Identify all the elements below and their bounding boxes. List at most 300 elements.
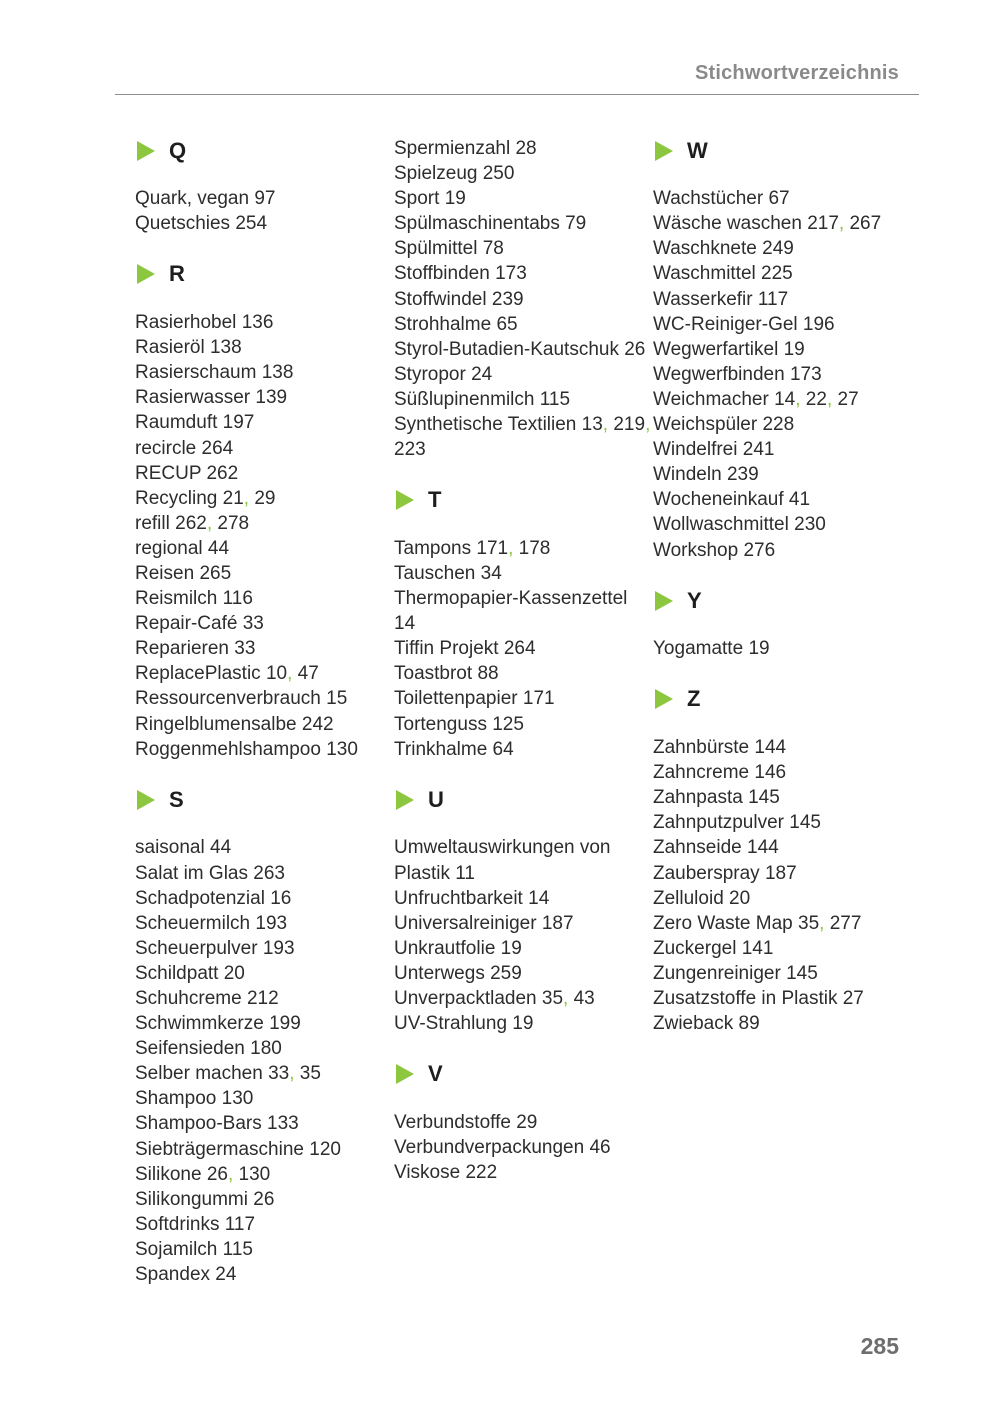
index-term: Silikone [135,1163,202,1185]
section-letter: Q [169,137,187,163]
page-reference: 187 [541,912,574,934]
page-reference: 35 [299,1063,321,1085]
index-term: Zusatzstoffe in Plastik [653,988,838,1009]
section-heading-q [135,138,390,163]
index-term: recircle [135,437,197,459]
index-term: Umweltauswirkungen von Plastik [394,837,611,884]
index-entry [394,911,652,936]
index-term: Quetschies [135,213,231,235]
index-entry [394,211,652,236]
index-entry [135,186,390,211]
section-letter: V [428,1061,443,1087]
page-reference: 242 [301,713,334,735]
page-reference: 13 [581,414,603,436]
page-reference: 141 [741,937,774,959]
index-term: Strohhalme [394,313,492,335]
page-separator: , [819,912,825,934]
page-reference: 26 [206,1163,228,1185]
index-term: Repair-Café [135,613,238,635]
index-entry [135,1011,390,1036]
index-term: Wäsche waschen [653,213,802,235]
index-entry [653,961,908,986]
page-reference: 138 [209,337,242,359]
index-entry [135,911,390,936]
page-reference: 187 [764,862,797,884]
page-reference: 197 [222,412,255,434]
index-entry [135,310,390,335]
index-term: Tauschen [394,563,476,584]
section-heading-r [135,262,390,287]
index-entry [394,287,652,312]
index-term: Zahnseide [653,837,742,859]
page-reference: 130 [221,1088,254,1110]
index-entry [135,436,390,461]
index-term: Unkrautfolie [394,937,496,959]
page-separator: , [795,388,801,410]
index-term: Zauberspray [653,862,760,884]
page-reference: 276 [743,539,776,561]
index-term: Spandex [135,1264,211,1286]
index-term: Styropor [394,363,466,385]
section-letter: T [428,487,442,513]
index-term: Zungenreiniger [653,962,781,984]
index-entry [653,735,908,760]
index-term: Rasieröl [135,337,205,359]
page-reference: 28 [515,138,537,159]
index-term: Weichspüler [653,414,758,436]
index-entry [135,1086,390,1111]
index-term: Tampons [394,537,472,559]
index-term: Unterwegs [394,962,485,984]
index-term: Toilettenpapier [394,688,518,710]
index-entry [135,360,390,385]
page-reference: 120 [309,1138,341,1160]
index-entry [653,760,908,785]
index-term: Raumduft [135,412,218,434]
page-reference: 249 [762,238,794,260]
index-entry [394,737,652,762]
page-reference: 115 [222,1238,253,1260]
index-term: Shampoo [135,1088,217,1110]
triangle-right-icon [396,790,414,810]
index-entry [135,712,390,737]
index-term: Ringelblumensalbe [135,713,297,735]
page-reference: 250 [482,163,515,185]
index-entry [653,236,908,261]
index-entry [135,835,390,860]
page-reference: 263 [253,862,285,884]
page-reference: 10 [265,663,288,685]
page-reference: 15 [326,688,348,710]
section-letter: Y [687,587,702,613]
index-entry [394,387,652,412]
page-reference: 29 [516,1111,538,1133]
page-reference: 79 [565,213,587,235]
page-reference: 267 [849,213,882,235]
page-reference: 125 [492,713,524,735]
index-entry [135,936,390,961]
page-reference: 44 [207,537,230,559]
index-term: Schuhcreme [135,988,242,1009]
page-reference: 173 [495,263,527,285]
index-term: Stoffbinden [394,263,490,285]
index-entry [135,211,390,236]
index-term: Scheuermilch [135,912,251,934]
index-entry [135,561,390,586]
index-term: Verbundstoffe [394,1111,511,1133]
index-term: Waschknete [653,238,757,260]
index-entry [653,911,908,936]
index-entry [135,1162,390,1187]
page-reference: 97 [254,188,276,210]
page-reference: 19 [783,338,805,360]
index-term: Schadpotenzial [135,887,265,909]
page-reference: 241 [742,439,775,461]
page-reference: 262 [206,462,239,484]
index-entry [394,1011,652,1036]
section-heading-w [653,138,908,163]
page-reference: 139 [255,387,288,409]
index-entry [135,1262,390,1287]
page-reference: 180 [250,1038,282,1060]
index-entry [394,536,652,561]
index-term: Sport [394,188,440,210]
index-term: Waschmittel [653,263,756,285]
index-term: Rasierhobel [135,312,237,334]
page-reference: 145 [789,812,821,834]
page-separator: , [602,414,609,436]
index-entry [394,636,652,661]
index-entry [394,362,652,387]
index-entry [653,636,908,661]
index-entry [653,1011,908,1036]
page-reference: 24 [471,363,493,385]
index-entry [394,961,652,986]
index-term: Synthetische Textilien [394,414,577,436]
page-reference: 20 [223,962,245,984]
page-separator: , [838,213,845,235]
index-term: Süßlupinenmilch [394,388,535,410]
index-term: refill [135,512,170,534]
triangle-right-icon [396,490,414,510]
index-entry [394,136,652,161]
running-title: Stichwortverzeichnis [694,62,899,84]
page-reference: 47 [297,663,319,685]
index-entry [653,337,908,362]
index-entry [394,186,652,211]
index-term: Rasierschaum [135,362,257,384]
page-separator: , [563,988,569,1009]
index-term: Wollwaschmittel [653,514,789,536]
index-entry [394,1110,652,1135]
page-reference: 212 [246,988,279,1009]
page-reference: 136 [241,312,274,334]
index-term: Stoffwindel [394,288,487,310]
index-term: saisonal [135,837,205,859]
page-reference: 21 [222,487,244,509]
page-reference: 193 [262,937,295,959]
index-term: Unfruchtbarkeit [394,887,523,909]
index-entry [653,312,908,337]
page-separator: , [243,487,250,509]
triangle-right-icon [655,591,673,611]
index-entry [653,487,908,512]
page-reference: 196 [802,313,835,335]
page-reference: 277 [829,912,862,934]
page-separator: , [508,537,514,559]
index-entry [135,611,390,636]
index-entry [135,1187,390,1212]
index-entry [394,936,652,961]
index-entry [135,1137,390,1162]
index-term: Unverpacktladen [394,988,537,1009]
page-reference: 29 [254,487,276,509]
index-entry [135,511,390,536]
page-reference: 278 [217,512,250,534]
index-entry [135,335,390,360]
page-reference: 133 [267,1113,299,1135]
index-entry [653,861,908,886]
index-entry [135,661,390,686]
index-term: Roggenmehlshampoo [135,738,321,760]
index-entry [135,385,390,410]
page-reference: 115 [539,388,571,410]
index-entry [135,886,390,911]
index-entry [135,737,390,762]
page-reference: 19 [500,937,522,959]
index-term: Workshop [653,539,739,561]
index-term: Schildpatt [135,962,219,984]
page-reference: 146 [754,762,787,784]
section-heading-y [653,588,908,613]
section-heading-u [394,787,652,812]
index-entry [653,186,908,211]
index-column-2 [394,136,652,1185]
index-term: Styrol-Butadien-Kautschuk [394,338,619,360]
index-term: Zuckergel [653,937,737,959]
page-reference: 11 [455,862,475,884]
page-reference: 35 [541,988,564,1009]
index-entry [394,412,652,462]
index-term: Toastbrot [394,663,473,685]
page-reference: 35 [798,912,820,934]
page-reference: 130 [238,1163,271,1185]
index-term: Zahnputzpulver [653,812,784,834]
index-column-3 [653,136,908,1036]
index-term: Verbundverpackungen [394,1136,585,1158]
page-reference: 14 [394,613,416,635]
index-term: Spülmaschinentabs [394,213,560,235]
index-entry [394,337,652,362]
index-term: Weichmacher [653,388,769,410]
index-term: Zahnpasta [653,787,743,809]
index-term: Silikongummi [135,1188,248,1210]
index-entry [394,586,652,636]
page-reference: 46 [589,1136,611,1158]
page-reference: 223 [394,439,426,461]
page-reference: 67 [768,188,790,210]
index-term: Zahnbürste [653,737,750,759]
triangle-right-icon [655,141,673,161]
index-term: Zwieback [653,1013,734,1035]
page-reference: 14 [774,388,796,410]
index-term: Wegwerfbinden [653,363,785,385]
page-reference: 43 [573,988,595,1009]
page-reference: 88 [477,663,499,685]
index-entry [135,1237,390,1262]
page-reference: 171 [522,688,555,710]
page-reference: 64 [492,738,514,760]
index-entry [394,661,652,686]
index-term: Wasserkefir [653,288,753,310]
page-reference: 145 [786,962,818,984]
triangle-right-icon [137,264,155,284]
page-reference: 130 [326,738,358,760]
index-entry [653,261,908,286]
index-entry [394,1135,652,1160]
index-entry [394,236,652,261]
page-reference: 33 [268,1063,290,1085]
index-term: Salat im Glas [135,862,248,884]
index-term: Schwimmkerze [135,1013,264,1035]
index-term: Reparieren [135,638,229,660]
page-separator: , [289,1063,295,1085]
index-entry [653,387,908,412]
index-term: Siebträgermaschine [135,1138,304,1160]
index-entry [653,835,908,860]
index-term: Windeln [653,464,722,486]
page-reference: 24 [215,1264,237,1286]
page-reference: 178 [518,537,551,559]
index-entry [135,536,390,561]
index-entry [653,936,908,961]
index-term: Recycling [135,487,218,509]
index-term: Trinkhalme [394,738,488,760]
index-term: Wachstücher [653,188,764,210]
triangle-right-icon [137,790,155,810]
page-reference: 254 [235,213,268,235]
index-term: Quark, vegan [135,188,250,210]
index-term: Wocheneinkauf [653,489,784,511]
index-entry [394,686,652,711]
index-term: Wegwerfartikel [653,338,779,360]
index-term: Viskose [394,1162,461,1184]
index-term: Tortenguss [394,713,487,735]
index-entry [653,287,908,312]
page-number: 285 [860,1333,899,1359]
page-reference: 19 [748,638,770,660]
index-term: Zero Waste Map [653,912,793,934]
index-term: UV-Strahlung [394,1013,508,1035]
page-reference: 19 [512,1013,534,1035]
section-letter: R [169,261,185,287]
index-entry [653,462,908,487]
page-reference: 222 [465,1162,498,1184]
page-separator: , [826,388,833,410]
index-entry [394,886,652,911]
index-term: Tiffin Projekt [394,638,499,660]
page-reference: 27 [837,388,859,410]
index-entry [135,586,390,611]
index-term: Universalreiniger [394,912,537,934]
index-term: Zelluloid [653,887,724,909]
index-entry [135,986,390,1011]
index-term: Seifensieden [135,1038,245,1060]
index-entry [653,412,908,437]
page-reference: 171 [476,537,509,559]
page-reference: 117 [757,288,789,310]
index-entry [135,1061,390,1086]
page-reference: 225 [761,263,793,285]
index-entry [653,785,908,810]
index-entry [135,961,390,986]
index-entry [135,686,390,711]
index-entry [135,1111,390,1136]
page-reference: 264 [201,437,234,459]
index-entry [653,986,908,1011]
page-reference: 89 [738,1013,760,1035]
index-term: RECUP [135,462,202,484]
index-term: Ressourcenverbrauch [135,688,321,710]
index-entry [394,161,652,186]
page-reference: 33 [234,638,256,660]
page-reference: 26 [253,1188,275,1210]
index-term: Yogamatte [653,638,744,660]
page-separator: , [227,1163,234,1185]
page-reference: 78 [482,238,504,260]
section-letter: U [428,786,444,812]
triangle-right-icon [396,1064,414,1084]
index-entry [653,211,908,236]
page-reference: 145 [748,787,780,809]
index-entry [394,312,652,337]
section-heading-z [653,687,908,712]
section-letter: W [687,137,708,163]
page-reference: 44 [210,837,232,859]
page-reference: 16 [270,887,292,909]
page-reference: 230 [794,514,826,536]
index-term: Reismilch [135,588,218,610]
index-term: Spielzeug [394,163,478,185]
page-reference: 262 [175,512,207,534]
page-separator: , [287,663,293,685]
page-reference: 34 [480,563,502,584]
section-letter: Z [687,686,701,712]
index-entry [653,512,908,537]
index-entry [653,362,908,387]
page-reference: 144 [754,737,787,759]
page-reference: 217 [807,213,839,235]
page-reference: 116 [222,588,253,610]
section-heading-v [394,1062,652,1087]
index-column-1 [135,136,390,1287]
index-entry [653,886,908,911]
page-reference: 20 [729,887,751,909]
index-entry [135,1036,390,1061]
page-reference: 117 [224,1213,256,1235]
index-term: Reisen [135,563,195,584]
page-reference: 193 [255,912,288,934]
index-term: Selber machen [135,1063,263,1085]
triangle-right-icon [137,141,155,161]
page-reference: 138 [261,362,294,384]
index-term: Shampoo-Bars [135,1113,262,1135]
index-entry [135,636,390,661]
triangle-right-icon [655,689,673,709]
index-term: ReplacePlastic [135,663,261,685]
section-heading-t [394,488,652,513]
page-reference: 199 [269,1013,301,1035]
